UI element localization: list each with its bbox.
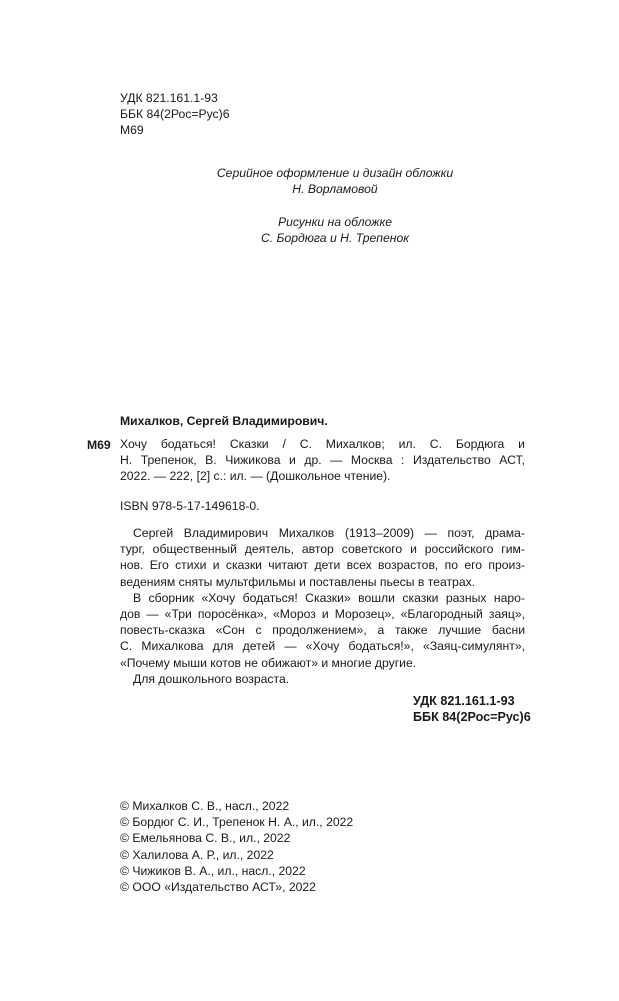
copyright-line: © Чижиков В. А., ил., насл., 2022 xyxy=(120,863,306,878)
author-sign: М69 xyxy=(120,123,144,138)
annotation-line: ведениям сняты мультфильмы и поставлены пьесы в театрах. xyxy=(120,574,476,589)
copyright-line: © Халилова А. Р., ил., 2022 xyxy=(120,847,274,862)
copyright-line: © Михалков С. В., насл., 2022 xyxy=(120,799,290,813)
cover-credit-names: С. Бордюга и Н. Трепенок xyxy=(260,231,410,246)
bibliography-record xyxy=(120,436,525,485)
bibliography-line: Хочу бодаться! Сказки / С. Михалков; ил. С. Бордюга и xyxy=(120,437,525,451)
design-credit xyxy=(160,165,510,197)
bibliography-line: 2022. — 222, [2] с.: ил. — (Дошкольное чтение). xyxy=(120,469,391,484)
copyright-line: © Бордюг С. И., Трепенок Н. А., ил., 2022 xyxy=(120,815,354,830)
udk-code: УДК 821.161.1-93 xyxy=(120,91,218,105)
design-credit-name: Н. Ворламовой xyxy=(292,182,378,197)
bibliography-author: Михалков, Сергей Владимирович. xyxy=(120,414,328,428)
classification-codes xyxy=(120,90,229,139)
isbn: ISBN 978-5-17-149618-0. xyxy=(120,499,260,513)
annotation-line: Для дошкольного возраста. xyxy=(133,671,290,686)
copyright-line: © Емельянова С. В., ил., 2022 xyxy=(120,831,291,846)
annotation-line: «Почему мыши котов не обижают» и многие другие. xyxy=(120,655,417,670)
bibliography-line: Н. Трепенок, В. Чижикова и др. — Москва : Издательство АСТ, xyxy=(120,453,525,468)
annotation-line: тург, общественный деятель, автор советского и российского гим- xyxy=(120,542,525,557)
copyright-list xyxy=(120,798,353,895)
copyright-line: © ООО «Издательство АСТ», 2022 xyxy=(120,880,316,895)
classification-codes-bottom xyxy=(413,693,531,725)
annotation xyxy=(120,525,525,687)
bbk-code: ББК 84(2Рос=Рус)6 xyxy=(120,107,230,122)
cover-credit xyxy=(160,214,510,246)
udk-code-bottom: УДК 821.161.1-93 xyxy=(413,694,515,708)
bibliography-sign: М69 xyxy=(87,438,111,452)
annotation-line: В сборник «Хочу бодаться! Сказки» вошли сказки разных наро- xyxy=(133,590,525,605)
annotation-line: повесть-сказка «Сон с продолжением», а также лучшие басни xyxy=(120,623,525,638)
cover-credit-title: Рисунки на обложке xyxy=(277,215,393,229)
annotation-line: дов — «Три поросёнка», «Мороз и Морозец», «Благородный заяц», xyxy=(120,607,525,622)
annotation-line: С. Михалкова для детей — «Хочу бодаться!», «Заяц-симулянт», xyxy=(120,639,525,654)
annotation-line: Сергей Владимирович Михалков (1913–2009) — поэт, драма- xyxy=(133,526,525,540)
annotation-line: нов. Его стихи и сказки читают дети всех возрастов, по его произ- xyxy=(120,558,525,573)
design-credit-title: Серийное оформление и дизайн обложки xyxy=(216,166,454,180)
bbk-code-bottom: ББК 84(2Рос=Рус)6 xyxy=(413,710,531,725)
